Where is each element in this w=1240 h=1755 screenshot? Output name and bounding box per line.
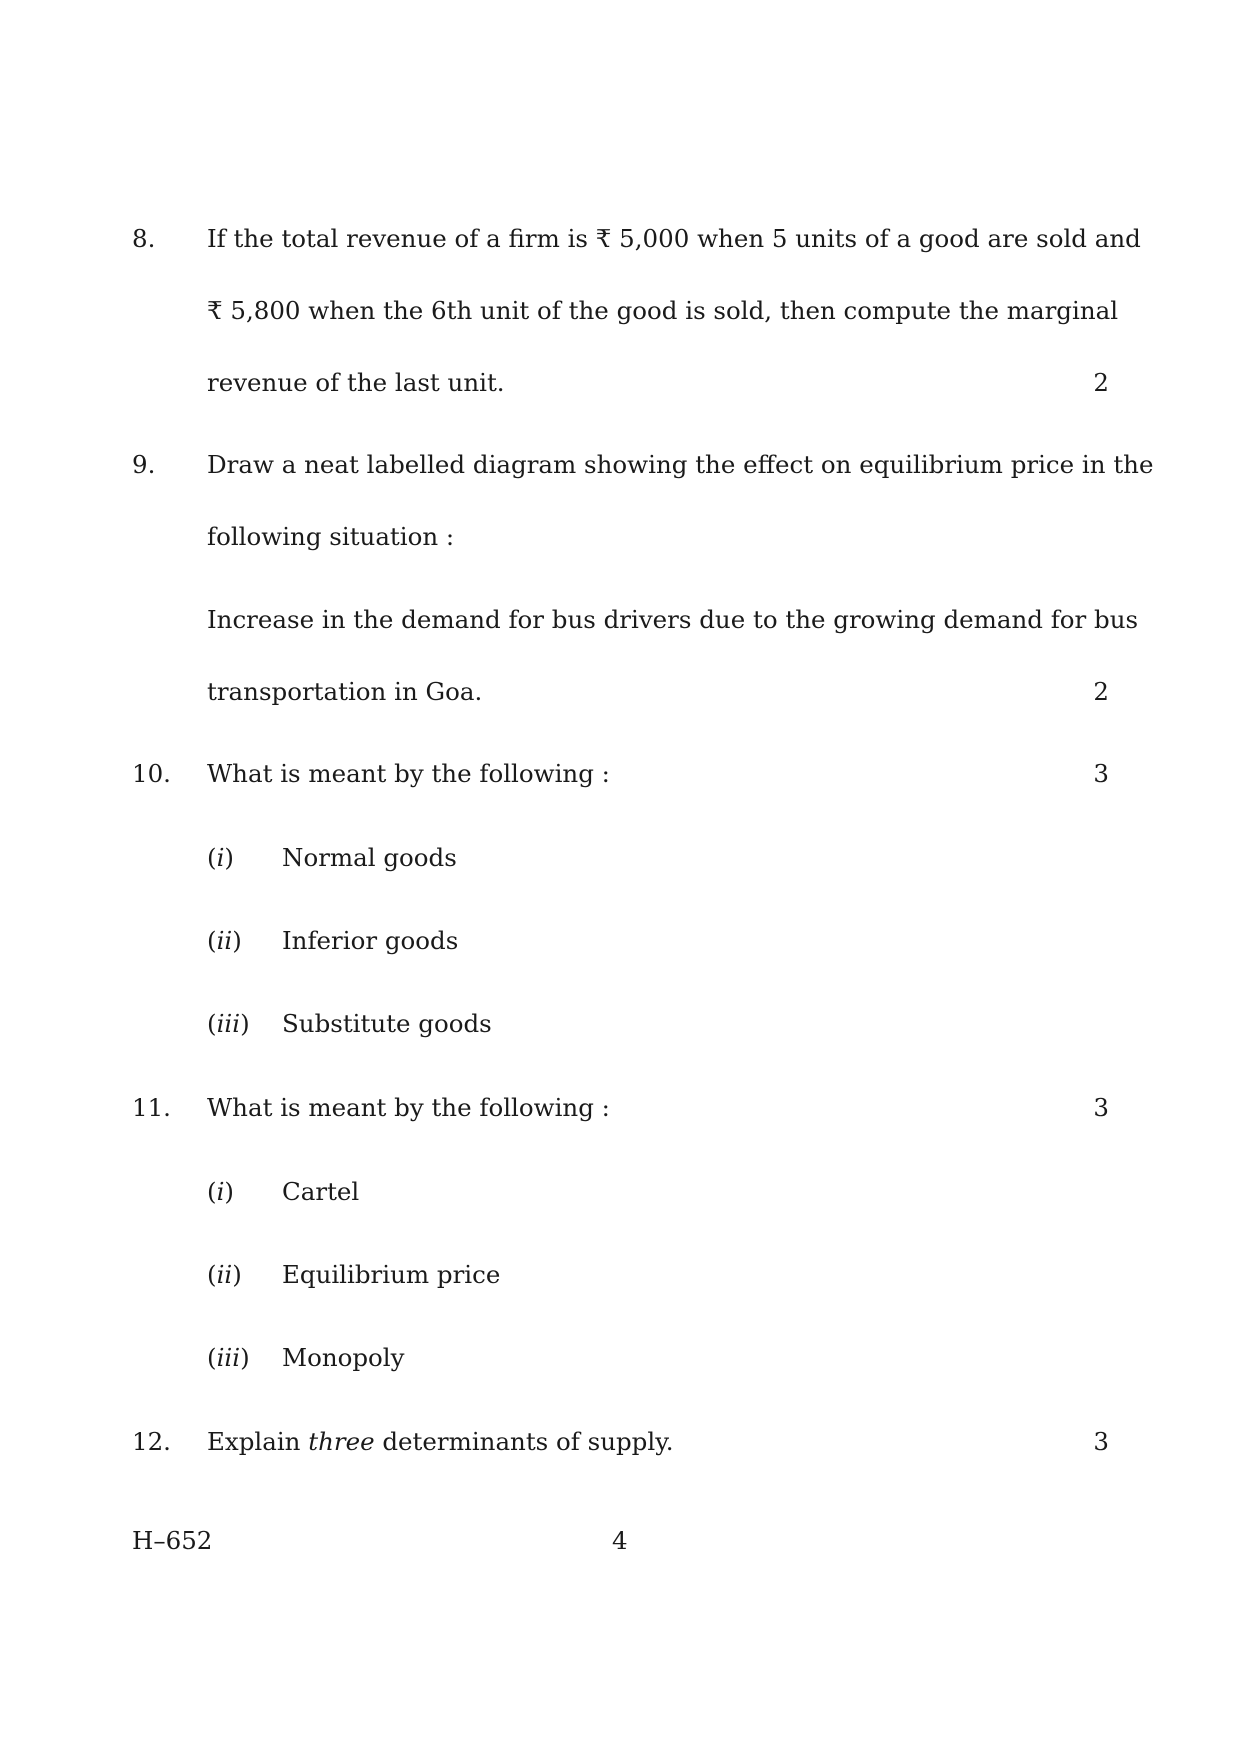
subpart-text: Inferior goods [282, 926, 459, 955]
subpart-label: (i) [207, 843, 234, 872]
subpart-label: (i) [207, 1177, 234, 1206]
subpart-text: Cartel [282, 1177, 360, 1206]
question-text-line: revenue of the last unit. [207, 368, 505, 397]
question-number: 11. [132, 1093, 171, 1122]
question-text-line: Increase in the demand for bus drivers due to the growing demand for bus [207, 605, 1139, 634]
question-number: 9. [132, 450, 156, 479]
question-text-line: Draw a neat labelled diagram showing the effect on equilibrium price in the [207, 450, 1154, 479]
subpart-label: (ii) [207, 1260, 242, 1289]
subpart-label: (iii) [207, 1009, 250, 1038]
question-number: 8. [132, 224, 156, 253]
question-text-line: What is meant by the following : [207, 759, 610, 788]
question-marks: 3 [1093, 1093, 1109, 1122]
question-marks: 2 [1093, 677, 1109, 706]
subpart-text: Substitute goods [282, 1009, 492, 1038]
subpart-text: Equilibrium price [282, 1260, 501, 1289]
question-text-line: ₹ 5,800 when the 6th unit of the good is sold, then compute the marginal [207, 296, 1119, 325]
paper-code: H–652 [132, 1526, 213, 1555]
question-marks: 3 [1093, 1427, 1109, 1456]
question-text-line: If the total revenue of a firm is ₹ 5,000 when 5 units of a good are sold and [207, 224, 1141, 253]
question-text-line: following situation : [207, 522, 455, 551]
question-marks: 2 [1093, 368, 1109, 397]
question-text-line: Explain three determinants of supply. [207, 1427, 674, 1456]
question-text-line: transportation in Goa. [207, 677, 483, 706]
question-number: 10. [132, 759, 171, 788]
page-number: 4 [612, 1526, 628, 1555]
subpart-label: (iii) [207, 1343, 250, 1372]
question-text-line: What is meant by the following : [207, 1093, 610, 1122]
subpart-text: Normal goods [282, 843, 457, 872]
subpart-text: Monopoly [282, 1343, 405, 1372]
question-number: 12. [132, 1427, 171, 1456]
question-marks: 3 [1093, 759, 1109, 788]
subpart-label: (ii) [207, 926, 242, 955]
emphasis-word: three [308, 1427, 375, 1456]
